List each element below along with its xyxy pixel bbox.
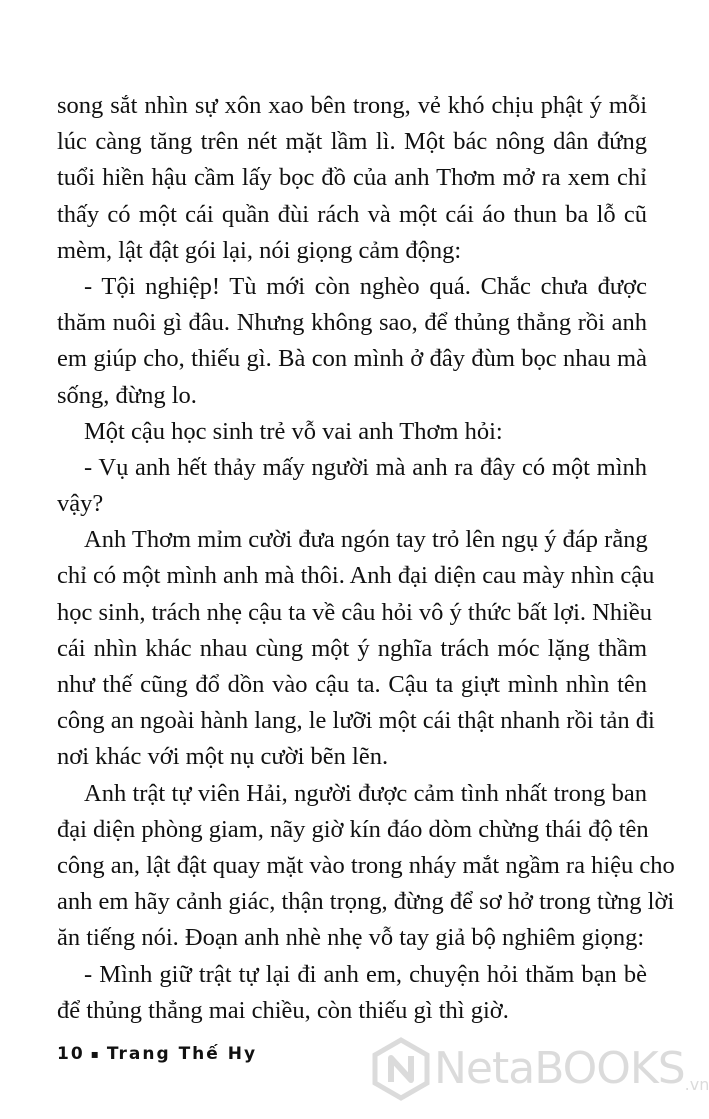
paragraph (57, 414, 647, 450)
text-line: em giúp cho, thiếu gì. Bà con mình ở đây đùm bọc nhau mà (57, 345, 647, 373)
text-line: để thủng thẳng mai chiều, còn thiếu gì thì giờ. (57, 996, 509, 1024)
text-line: tuổi hiền hậu cầm lấy bọc đồ của anh Thơm mở ra xem chỉ (57, 164, 647, 192)
text-line: song sắt nhìn sự xôn xao bên trong, vẻ khó chịu phật ý mỗi (57, 92, 647, 119)
footer-separator: ▪ (90, 1047, 101, 1061)
text-line: thấy có một cái quần đùi rách và một cái áo thun ba lỗ cũ (57, 200, 647, 228)
text-line: - Vụ anh hết thảy mấy người mà anh ra đây có một mình (84, 453, 647, 481)
text-line: ăn tiếng nói. Đoạn anh nhè nhẹ vỗ tay giả bộ nghiêm giọng: (57, 924, 645, 952)
text-line: công an ngoài hành lang, le lưỡi một cái thật nhanh rồi tản đi (57, 707, 655, 735)
author-name: Trang Thế Hy (106, 1044, 258, 1064)
text-line: cái nhìn khác nhau cùng một ý nghĩa trách móc lặng thầm (57, 634, 647, 662)
neta-logo-icon (372, 1038, 430, 1100)
paragraph (57, 776, 675, 957)
text-line: nơi khác với một nụ cười bẽn lẽn. (57, 743, 389, 771)
page-body (57, 88, 675, 1029)
text-line: vậy? (57, 490, 104, 518)
text-line: học sinh, trách nhẹ cậu ta về câu hỏi vô ý thức bất lợi. Nhiều (57, 598, 652, 626)
watermark (372, 1038, 709, 1100)
text-line: như thế cũng đổ dồn vào cậu ta. Cậu ta giựt mình nhìn tên (57, 671, 647, 698)
text-line: đại diện phòng giam, nãy giờ kín đáo dòm chừng thái độ tên (57, 815, 649, 843)
page-number: 10 (57, 1044, 85, 1064)
paragraph (57, 269, 647, 414)
paragraph (57, 88, 647, 269)
text-line: mèm, lật đật gói lại, nói giọng cảm động: (57, 236, 462, 264)
text-line: thăm nuôi gì đâu. Nhưng không sao, để thủng thẳng rồi anh (57, 309, 647, 337)
text-line: - Tội nghiệp! Tù mới còn nghèo quá. Chắc chưa được (84, 272, 647, 300)
paragraph (57, 957, 647, 1029)
paragraph (57, 450, 647, 522)
text-line: anh em hãy cảnh giác, thận trọng, đừng để sơ hở trong từng lời (57, 888, 675, 916)
watermark-brand: NetaBOOKS (434, 1043, 685, 1094)
text-line: công an, lật đật quay mặt vào trong nháy mắt ngầm ra hiệu cho (57, 851, 675, 879)
text-line: - Mình giữ trật tự lại đi anh em, chuyện hỏi thăm bạn bè (84, 960, 647, 988)
text-line: Một cậu học sinh trẻ vỗ vai anh Thơm hỏi: (84, 417, 503, 445)
text-line: Anh Thơm mỉm cười đưa ngón tay trỏ lên ngụ ý đáp rằng (84, 526, 648, 554)
text-line: Anh trật tự viên Hải, người được cảm tình nhất trong ban (84, 779, 647, 807)
text-line: chỉ có một mình anh mà thôi. Anh đại diện cau mày nhìn cậu (57, 562, 655, 590)
watermark-suffix: .vn (684, 1075, 709, 1094)
paragraph (57, 522, 655, 775)
text-line: sống, đừng lo. (57, 381, 197, 409)
text-line: lúc càng tăng trên nét mặt lầm lì. Một bác nông dân đứng (57, 128, 647, 156)
page-footer (57, 1044, 257, 1064)
